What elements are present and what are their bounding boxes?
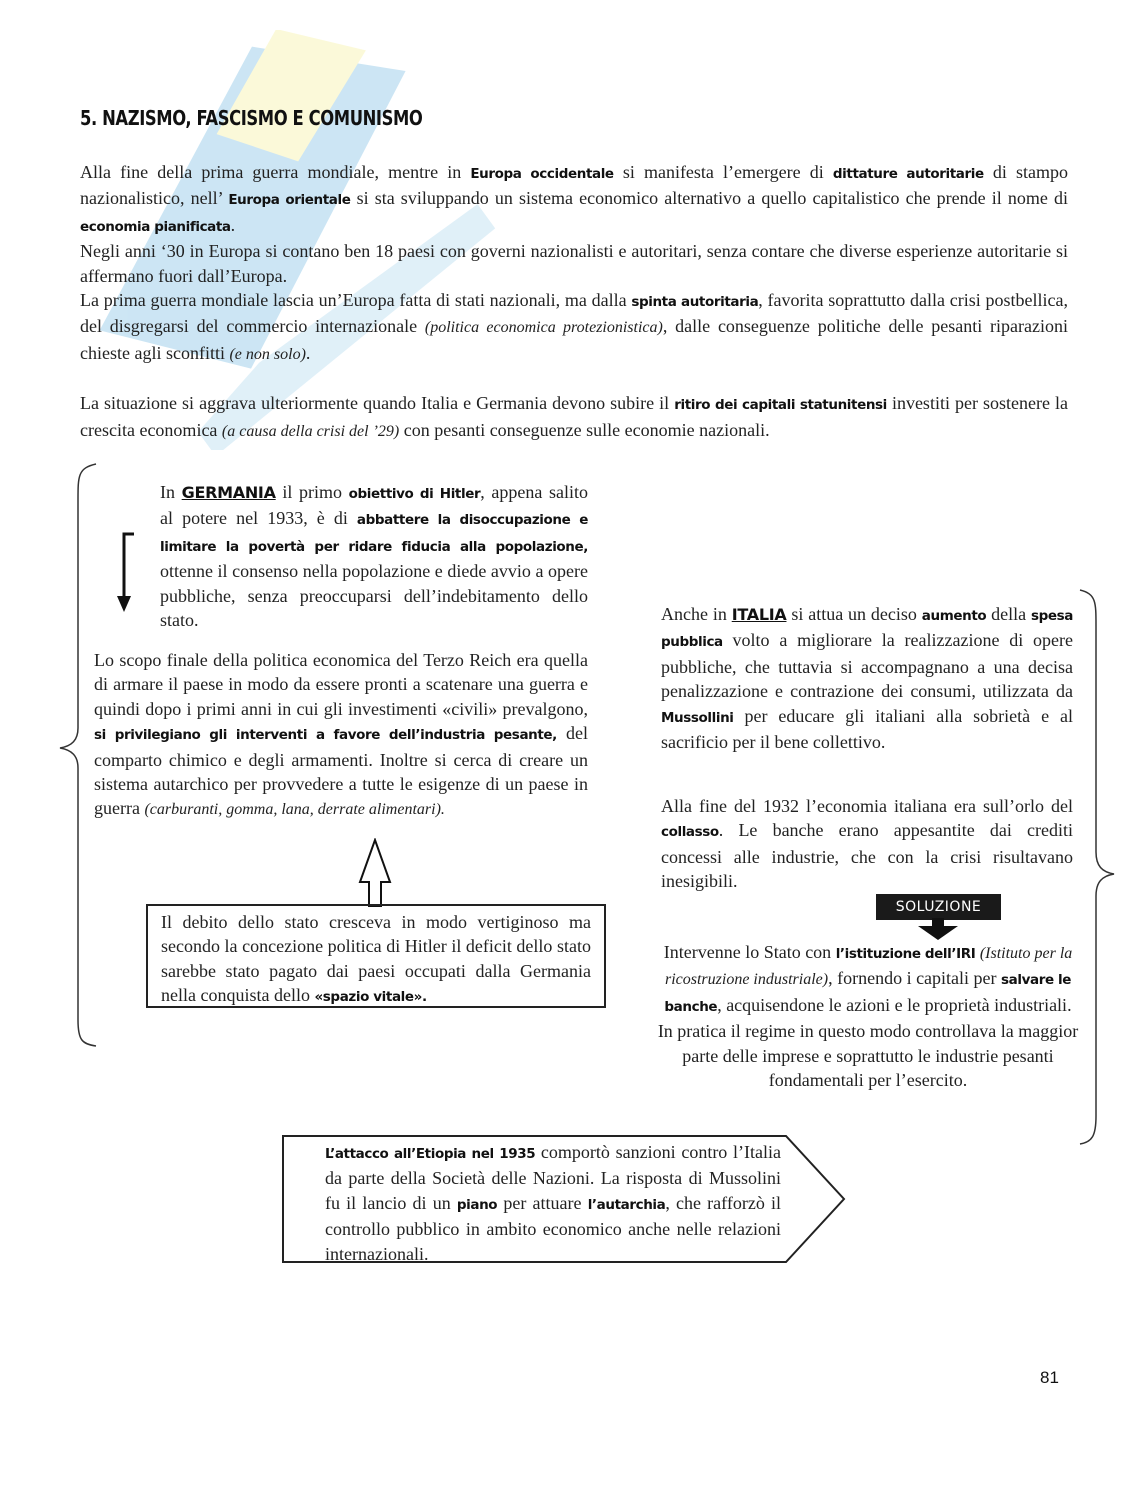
solution-section <box>656 940 1080 1092</box>
text-run: si attua un deciso <box>786 604 922 624</box>
ethiopia-text <box>325 1140 781 1266</box>
germany-paragraph-1 <box>160 480 588 632</box>
text-run: della <box>986 604 1031 624</box>
solution-arrow-icon <box>912 918 964 942</box>
debt-box <box>146 904 606 1008</box>
text-run: comportò sanzioni contro l’Italia da parte della Società delle Nazioni. La risposta di Mussolini fu il lancio di un <box>325 1142 781 1213</box>
keyword: si privilegiano gli interventi a favore dell’industria pesante, <box>94 727 557 744</box>
text-run: per educare gli italiani alla sobrietà e al sacrificio per il bene collettivo. <box>661 705 1073 753</box>
text-run: di stampo nazionalistico, nell’ <box>80 162 1069 209</box>
keyword: collasso <box>661 824 719 841</box>
text-run: investiti per sostenere la crescita economica <box>80 393 1068 440</box>
page-number: 81 <box>1040 1368 1059 1387</box>
text-run: si manifesta l’emergere di <box>613 162 833 182</box>
keyword: aumento <box>921 608 987 624</box>
keyword: l’istituzione dell’IRI <box>835 946 976 962</box>
intro-paragraph-3 <box>80 288 1068 367</box>
text-run: In <box>160 482 182 502</box>
text-run: Alla fine della prima guerra mondiale, mentre in <box>80 162 471 182</box>
text-run: , appena salito al potere nel 1933, è di <box>160 482 588 529</box>
text-run: . <box>230 214 236 235</box>
keyword: Mussollini <box>661 709 734 726</box>
intro-section <box>80 160 1068 444</box>
keyword: abbattere la disoccupazione e limitare la povertà per ridare fiducia alla popolazione, <box>160 512 588 555</box>
solution-label: SOLUZIONE <box>876 894 1001 920</box>
intro-paragraph-4 <box>80 391 1068 444</box>
text-run: . Le banche erano appesantite dai crediti concessi alle industrie, che con la crisi risultavano inesigibili. <box>661 820 1073 892</box>
text-run: . <box>305 342 311 363</box>
italic-note: (e non solo) <box>229 345 306 363</box>
keyword: «spazio vitale». <box>314 989 427 1006</box>
italy-paragraph-2 <box>661 794 1073 894</box>
text-run: , fornendo i capitali per <box>828 968 1002 989</box>
text-run: Lo scopo finale della politica economica del Terzo Reich era quella di armare il paese in modo da essere pronti a scatenare una guerra e quindi dopo i primi anni in cui gli investimenti «civili» prevalgono, <box>94 650 588 719</box>
italic-note: (politica economica protezionistica) <box>424 319 663 337</box>
keyword: economia pianificata <box>80 218 231 235</box>
text-run: , favorita soprattutto dalla crisi postbellica, del disgregarsi del commercio internazionale <box>80 290 1068 337</box>
italic-note: (Istituto per la ricostruzione industriale) <box>664 945 1073 989</box>
keyword: obiettivo di Hitler <box>348 486 481 502</box>
down-arrow-icon <box>114 530 138 614</box>
text-run: Negli anni ‘30 in Europa si contano ben 18 paesi con governi nazionalisti e autoritari, senza contare che diverse esperienze autoritarie si affermano fuori dall’Europa. <box>80 241 1068 286</box>
keyword: l’autarchia <box>587 1196 666 1213</box>
page-title: 5. NAZISMO, FASCISMO E COMUNISMO <box>80 106 423 130</box>
intro-paragraph-2 <box>80 239 1068 288</box>
keyword: spinta autoritaria <box>631 294 759 311</box>
text-run: , acquisendone le azioni e le proprietà industriali. <box>717 994 1072 1015</box>
text-run: Alla fine del 1932 l’economia italiana era sull’orlo del <box>661 796 1073 816</box>
keyword: ritiro dei capitali statunitensi <box>674 397 887 414</box>
keyword: GERMANIA <box>181 483 276 502</box>
keyword: spesa pubblica <box>661 608 1073 651</box>
keyword: piano <box>456 1196 498 1213</box>
text-run: volto a migliorare la realizzazione di opere pubbliche, che tuttavia si accompagnano a una decisa penalizzazione e contrazione dei consumi, utilizzata da <box>661 630 1073 702</box>
text-run: La prima guerra mondiale lascia un’Europa fatta di stati nazionali, ma dalla <box>80 290 632 311</box>
keyword: Europa orientale <box>228 192 351 209</box>
text-run: In pratica il regime in questo modo controllava la maggior parte delle imprese e soprattutto le industrie pesanti fondamentali per l’esercito. <box>657 1021 1079 1091</box>
solution-text-1 <box>656 940 1080 1019</box>
text-run: il primo <box>275 482 349 502</box>
keyword: salvare le banche <box>664 972 1072 1015</box>
text-run: per attuare <box>497 1192 588 1213</box>
intro-paragraph-1 <box>80 160 1068 239</box>
germany-paragraph-2 <box>94 648 588 823</box>
solution-text-2 <box>656 1019 1080 1092</box>
text-run: , dalle conseguenze politiche delle pesanti riparazioni chieste agli sconfitti <box>80 316 1069 363</box>
text-run: si sta sviluppando un sistema economico alternativo a quello capitalistico che prende il nome di <box>350 188 1068 209</box>
italic-note: (a causa della crisi del ’29) <box>221 422 400 440</box>
text-run: Il debito dello stato cresceva in modo vertiginoso ma secondo la concezione politica di Hitler il deficit dello stato sarebbe stato pagato dai paesi occupati dalla Germania nella conquista dello <box>161 912 591 1006</box>
keyword: ITALIA <box>731 605 787 624</box>
italic-note: (carburanti, gomma, lana, derrate alimentari). <box>144 801 445 819</box>
text-run: Anche in <box>661 604 732 624</box>
text-run: con pesanti conseguenze sulle economie nazionali. <box>399 419 770 440</box>
text-run: ottenne il consenso nella popolazione e diede avvio a opere pubbliche, senza preoccuparsi dell’indebitamento dello stato. <box>160 561 588 631</box>
text-run: del comparto chimico e degli armamenti. Inoltre si cerca di creare un sistema autarchico per provvedere a tutte le esigenze di un paese in guerra <box>94 723 588 819</box>
text-run: Intervenne lo Stato con <box>663 942 836 962</box>
text-run: La situazione si aggrava ulteriormente quando Italia e Germania devono subire il <box>80 393 675 414</box>
italy-paragraph-1 <box>661 602 1073 754</box>
right-brace <box>1076 586 1120 1148</box>
keyword: Europa occidentale <box>470 166 614 182</box>
text-run: , che rafforzò il controllo pubblico in ambito economico anche nelle relazioni internazionali. <box>325 1192 781 1264</box>
keyword: L’attacco all’Etiopia nel 1935 <box>325 1146 536 1162</box>
up-arrow-icon <box>358 838 392 908</box>
debt-box-text <box>161 910 591 1010</box>
keyword: dittature autoritarie <box>832 166 984 182</box>
